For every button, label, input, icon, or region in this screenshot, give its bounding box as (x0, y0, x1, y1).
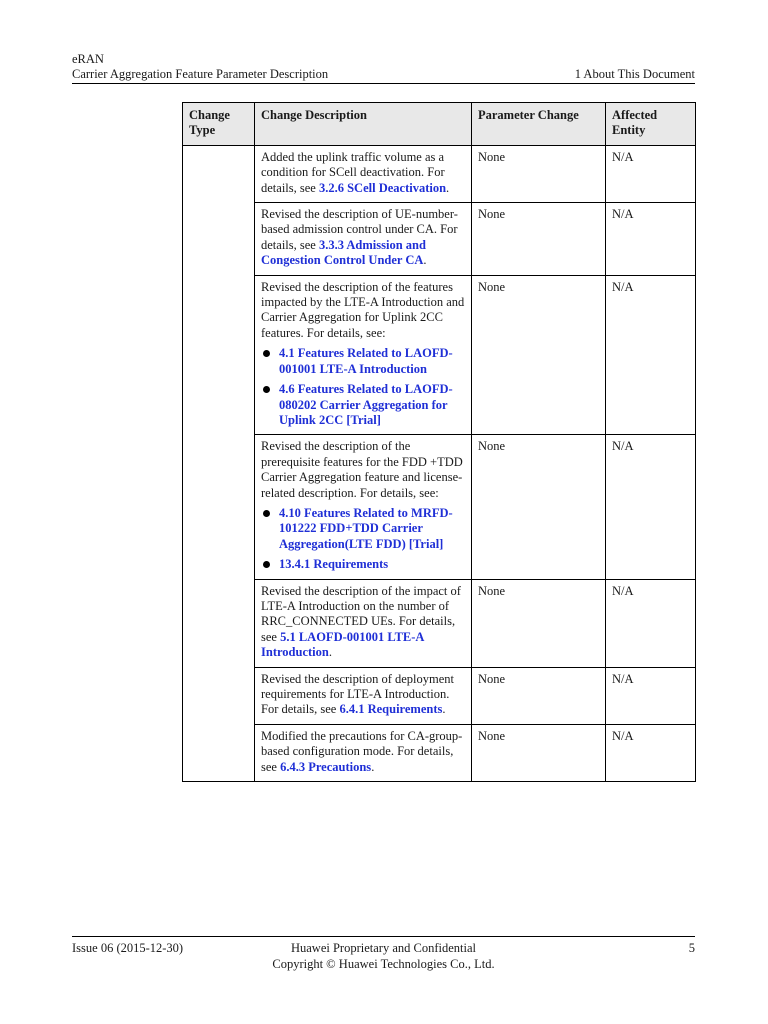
list-item (261, 382, 465, 428)
change-description-cell: Added the uplink traffic volume as a condition for SCell deactivation. For details, see 3.2.6 SCell Deactivation. (255, 145, 472, 202)
table-row (183, 435, 696, 579)
confidentiality-notice: Huawei Proprietary and Confidential (290, 941, 477, 955)
cross-reference-link[interactable]: 4.10 Features Related to MRFD-101222 FDD+TDD Carrier Aggregation(LTE FDD) [Trial] (279, 505, 453, 551)
cross-reference-link[interactable]: 6.4.1 Requirements (339, 702, 443, 717)
list-item (261, 506, 465, 552)
affected-entity-cell: N/A (606, 724, 696, 781)
column-header-change-type: Change Type (183, 103, 255, 146)
cross-reference-link[interactable]: 3.3.3 Admission and Congestion Control Under CA (261, 237, 426, 268)
cross-reference-link[interactable]: 5.1 LAOFD-001001 LTE-A Introduction (261, 629, 424, 660)
column-header-change-description: Change Description (255, 103, 472, 146)
column-header-parameter-change: Parameter Change (472, 103, 606, 146)
cross-reference-link[interactable]: 3.2.6 SCell Deactivation (318, 180, 447, 195)
list-item (261, 557, 465, 572)
parameter-change-cell: None (472, 203, 606, 276)
list-item (261, 346, 465, 377)
change-history-table (182, 102, 696, 782)
affected-entity-cell: N/A (606, 145, 696, 202)
affected-entity-cell: N/A (606, 275, 696, 435)
parameter-change-cell: None (472, 145, 606, 202)
table-row (183, 145, 696, 202)
footer-divider (72, 936, 695, 937)
header-divider (72, 83, 695, 84)
parameter-change-cell: None (472, 724, 606, 781)
footer-legal (72, 940, 695, 972)
cross-reference-link[interactable]: 4.6 Features Related to LAOFD-080202 Carrier Aggregation for Uplink 2CC [Trial] (279, 382, 453, 427)
column-header-affected-entity: Affected Entity (606, 103, 696, 146)
document-title: Carrier Aggregation Feature Parameter Description (72, 67, 329, 81)
page-header (72, 52, 695, 82)
affected-entity-cell: N/A (606, 667, 696, 724)
header-row (72, 67, 695, 82)
parameter-change-cell: None (472, 667, 606, 724)
page-number: 5 (688, 941, 695, 955)
section-title: 1 About This Document (574, 67, 695, 81)
cross-reference-link[interactable]: 13.4.1 Requirements (279, 557, 389, 572)
table-row (183, 667, 696, 724)
affected-entity-cell: N/A (606, 579, 696, 667)
parameter-change-cell: None (472, 435, 606, 579)
change-type-cell (183, 145, 255, 781)
table-row (183, 275, 696, 435)
table-row (183, 724, 696, 781)
change-description-cell: Revised the description of the impact of LTE-A Introduction on the number of RRC_CONNECTED UEs. For details, see 5.1 LAOFD-001001 LTE-A Introduction. (255, 579, 472, 667)
parameter-change-cell: None (472, 579, 606, 667)
change-description-cell: Modified the precautions for CA-group-based configuration mode. For details, see 6.4.3 Precautions. (255, 724, 472, 781)
change-description-cell: Revised the description of the prerequisite features for the FDD +TDD Carrier Aggregation feature and license-related description. For details, see: 4.10 Features Related to MRFD-101222 FDD+TDD Carrier Aggregation(LTE FDD) [Trial] 13.4.1 Requirements (255, 435, 472, 579)
affected-entity-cell: N/A (606, 203, 696, 276)
table-header-row (183, 103, 696, 146)
change-description-cell: Revised the description of deployment requirements for LTE-A Introduction. For details, see 6.4.1 Requirements. (255, 667, 472, 724)
issue-date: Issue 06 (2015-12-30) (72, 941, 184, 955)
reference-list (261, 346, 465, 428)
table-row (183, 579, 696, 667)
cross-reference-link[interactable]: 4.1 Features Related to LAOFD-001001 LTE-A Introduction (279, 346, 453, 376)
parameter-change-cell: None (472, 275, 606, 435)
cross-reference-link[interactable]: 6.4.3 Precautions (280, 759, 372, 774)
change-description-cell: Revised the description of UE-number-based admission control under CA. For details, see 3.3.3 Admission and Congestion Control Under CA. (255, 203, 472, 276)
change-description-cell: Revised the description of the features impacted by the LTE-A Introduction and Carrier Aggregation for Uplink 2CC features. For details, see: 4.1 Features Related to LAOFD-001001 LTE-A Introduction 4.6 Features Related to LAOFD-080202 Carrier Aggregation for Uplink 2CC [Trial] (255, 275, 472, 435)
reference-list (261, 506, 465, 573)
table-row (183, 203, 696, 276)
product-name: eRAN (72, 52, 104, 66)
affected-entity-cell: N/A (606, 435, 696, 579)
copyright-notice: Copyright © Huawei Technologies Co., Ltd. (272, 957, 495, 971)
